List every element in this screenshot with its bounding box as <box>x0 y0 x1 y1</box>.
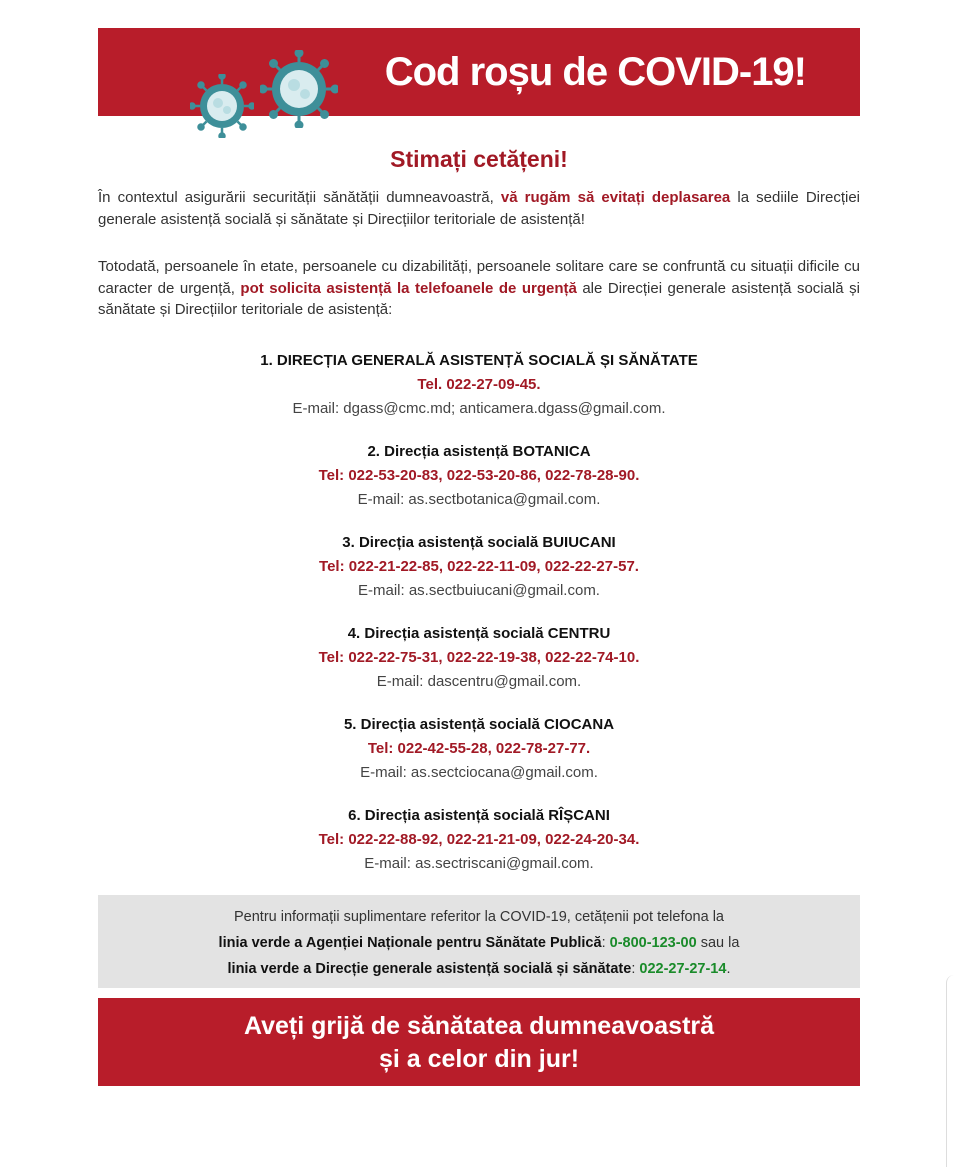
entry-title: 3. Direcția asistență socială BUIUCANI <box>342 533 616 551</box>
contact-entry <box>98 713 860 785</box>
contact-entry <box>98 804 860 876</box>
info-line: linia verde a Agenției Naționale pentru Sănătate Publică: 0-800-123-00 sau la <box>218 934 740 951</box>
entry-phone: Tel: 022-21-22-85, 022-22-11-09, 022-22-27-57. <box>319 557 639 575</box>
entry-email: E-mail: as.sectbuiucani@gmail.com. <box>358 581 600 599</box>
footer-line: Aveți grijă de sănătatea dumneavoastră <box>243 1011 715 1040</box>
contact-entry <box>98 440 860 512</box>
entry-title: 6. Direcția asistență socială RÎȘCANI <box>348 806 610 824</box>
entry-phone: Tel: 022-22-75-31, 022-22-19-38, 022-22-74-10. <box>318 648 640 666</box>
entry-title: 2. Direcția asistență BOTANICA <box>367 442 591 460</box>
assistance-emphasis: pot solicita asistență la telefoanele de urgență <box>240 279 577 297</box>
contact-entry <box>98 622 860 694</box>
page-title: Cod roșu de COVID-19! <box>384 50 806 94</box>
info-box <box>98 895 860 988</box>
entry-title: 1. DIRECȚIA GENERALĂ ASISTENȚĂ SOCIALĂ ȘI SĂNĂTATE <box>260 351 698 369</box>
header-banner <box>98 28 860 116</box>
entry-phone: Tel: 022-22-88-92, 022-21-21-09, 022-24-20-34. <box>318 830 640 848</box>
footer-banner <box>98 998 860 1086</box>
entry-email: E-mail: dgass@cmc.md; anticamera.dgass@gmail.com. <box>292 399 666 417</box>
entry-title: 4. Direcția asistență socială CENTRU <box>347 624 611 642</box>
greeting-heading: Stimați cetățeni! <box>390 146 568 172</box>
contact-entry <box>98 531 860 603</box>
entry-phone: Tel: 022-53-20-83, 022-53-20-86, 022-78-28-90. <box>318 466 640 484</box>
contact-list <box>98 349 860 876</box>
entry-email: E-mail: dascentru@gmail.com. <box>376 672 582 690</box>
hotline-number: 022-27-27-14 <box>639 960 727 977</box>
info-line: Pentru informații suplimentare referitor la COVID-19, cetățenii pot telefona la <box>233 908 724 925</box>
entry-phone: Tel: 022-42-55-28, 022-78-27-77. <box>367 739 591 757</box>
entry-email: E-mail: as.sectriscani@gmail.com. <box>364 854 594 872</box>
entry-title: 5. Direcția asistență socială CIOCANA <box>343 715 615 733</box>
assistance-paragraph: Totodată, persoanele în etate, persoanele cu dizabilități, persoanele solitare care se confruntă cu situații dificile cu caracter de urgență, pot solicita asistență la telefoanele de urgență ale Direcției generale asistență socială și sănătate și Direcțiilor teritoriale de asistență: <box>98 258 860 318</box>
flyer <box>98 28 860 1086</box>
scroll-edge <box>946 975 955 1167</box>
entry-phone: Tel. 022-27-09-45. <box>417 375 541 393</box>
hotline-number: 0-800-123-00 <box>609 934 697 951</box>
info-line: linia verde a Direcție generale asistență socială și sănătate: 022-27-27-14. <box>227 960 731 977</box>
intro-paragraph: În contextul asigurării securității sănătății dumneavoastră, vă rugăm să evitați deplasarea la sediile Direcției generale asistență socială și sănătate și Direcțiilor teritoriale de asistență! <box>98 189 860 228</box>
virus-icon <box>190 74 254 138</box>
virus-icon <box>260 50 338 128</box>
contact-entry <box>98 349 860 421</box>
footer-line: și a celor din jur! <box>378 1044 580 1073</box>
intro-emphasis: vă rugăm să evitați deplasarea <box>500 189 731 206</box>
entry-email: E-mail: as.sectciocana@gmail.com. <box>360 763 598 781</box>
entry-email: E-mail: as.sectbotanica@gmail.com. <box>357 490 601 508</box>
